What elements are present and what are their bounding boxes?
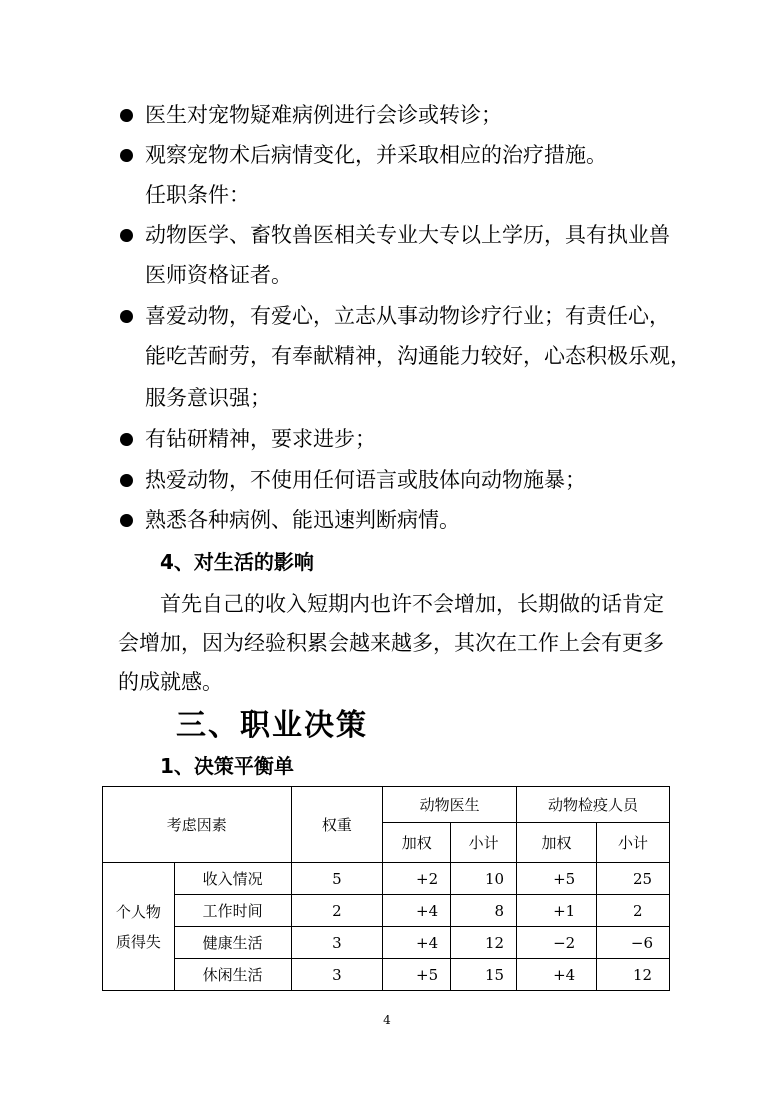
duty-item: 观察宠物术后病情变化，并采取相应的治疗措施。: [145, 143, 607, 167]
a-weighted-cell: +5: [383, 959, 451, 991]
a-weighted-cell: +4: [383, 895, 451, 927]
weight-cell: 2: [291, 895, 383, 927]
paragraph-line: 的成就感。: [118, 670, 223, 694]
requirement-line: 熟悉各种病例、能迅速判断病情。: [145, 508, 460, 532]
table-row: [103, 927, 670, 959]
bullet-icon: [120, 310, 133, 323]
group-label-line: 个人物: [115, 902, 161, 921]
a-subtotal-cell: 15: [451, 959, 517, 991]
requirement-line: 医师资格证者。: [145, 263, 292, 287]
a-weighted-cell: +4: [383, 927, 451, 959]
table-row: [103, 959, 670, 991]
header-option-b: 动物检疫人员: [517, 787, 670, 823]
requirement-line: 能吃苦耐劳，有奉献精神，沟通能力较好，心态积极乐观，: [145, 344, 691, 368]
paragraph-line: 会增加，因为经验积累会越来越多，其次在工作上会有更多: [118, 631, 664, 655]
requirements-heading: 任职条件：: [145, 183, 250, 207]
b-subtotal-cell: −6: [597, 927, 670, 959]
group-label: [103, 863, 175, 991]
section-heading: 4、对生活的影响: [160, 550, 314, 574]
decision-balance-table: [102, 786, 670, 991]
header-factor: 考虑因素: [103, 787, 292, 863]
bullet-icon: [120, 109, 133, 122]
header-weight: 权重: [291, 787, 383, 863]
header-subtotal-a: 小计: [451, 823, 517, 863]
requirement-line: 服务意识强；: [145, 386, 271, 410]
b-subtotal-cell: 12: [597, 959, 670, 991]
a-subtotal-cell: 12: [451, 927, 517, 959]
b-weighted-cell: +4: [517, 959, 597, 991]
header-option-a: 动物医生: [383, 787, 517, 823]
requirement-line: 动物医学、畜牧兽医相关专业大专以上学历，具有执业兽: [145, 223, 670, 247]
chapter-heading: 三、职业决策: [176, 708, 368, 743]
weight-cell: 3: [291, 927, 383, 959]
bullet-icon: [120, 149, 133, 162]
requirement-line: 有钻研精神，要求进步；: [145, 427, 376, 451]
a-subtotal-cell: 10: [451, 863, 517, 895]
duty-item: 医生对宠物疑难病例进行会诊或转诊；: [145, 103, 502, 127]
table-row: [103, 895, 670, 927]
requirement-line: 喜爱动物，有爱心，立志从事动物诊疗行业；有责任心，: [145, 304, 670, 328]
factor-cell: 休闲生活: [174, 959, 291, 991]
factor-cell: 健康生活: [174, 927, 291, 959]
a-weighted-cell: +2: [383, 863, 451, 895]
bullet-icon: [120, 474, 133, 487]
subsection-heading: 1、决策平衡单: [160, 754, 294, 778]
b-weighted-cell: +5: [517, 863, 597, 895]
requirement-line: 热爱动物，不使用任何语言或肢体向动物施暴；: [145, 468, 586, 492]
bullet-icon: [120, 433, 133, 446]
bullet-icon: [120, 514, 133, 527]
bullet-icon: [120, 229, 133, 242]
header-subtotal-b: 小计: [597, 823, 670, 863]
factor-cell: 工作时间: [174, 895, 291, 927]
header-weighted-b: 加权: [517, 823, 597, 863]
b-weighted-cell: −2: [517, 927, 597, 959]
paragraph-line: 首先自己的收入短期内也许不会增加，长期做的话肯定: [160, 592, 664, 616]
factor-cell: 收入情况: [174, 863, 291, 895]
page-number: 4: [383, 1013, 391, 1027]
weight-cell: 5: [291, 863, 383, 895]
b-weighted-cell: +1: [517, 895, 597, 927]
b-subtotal-cell: 2: [597, 895, 670, 927]
header-weighted-a: 加权: [383, 823, 451, 863]
a-subtotal-cell: 8: [451, 895, 517, 927]
table-row: [103, 863, 670, 895]
b-subtotal-cell: 25: [597, 863, 670, 895]
group-label-line: 质得失: [115, 932, 161, 951]
weight-cell: 3: [291, 959, 383, 991]
